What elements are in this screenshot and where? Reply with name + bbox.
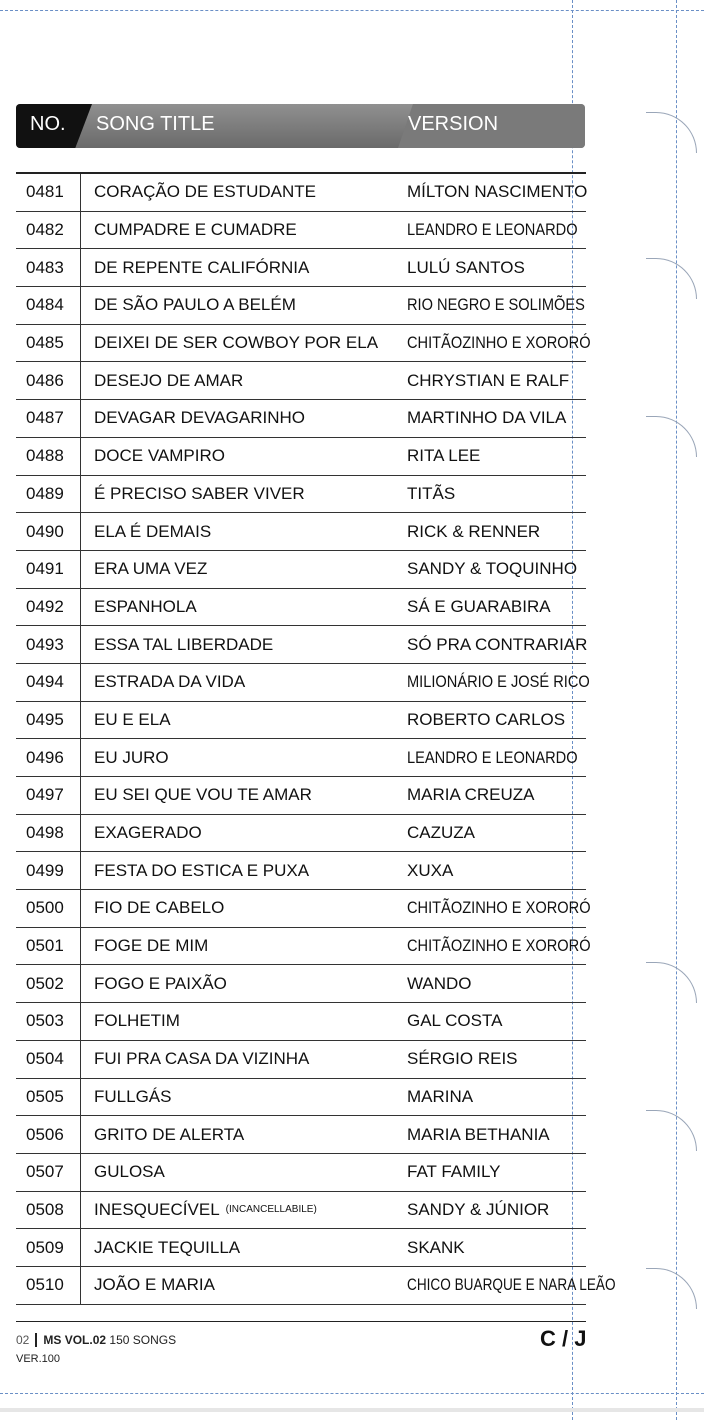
table-row (16, 400, 586, 438)
song-title (94, 1116, 244, 1153)
song-title-text: ELA É DEMAIS (94, 521, 212, 541)
song-title-text: INESQUECÍVEL (94, 1199, 220, 1219)
song-number: 0492 (26, 596, 64, 616)
song-version: SANDY & JÚNIOR (407, 1199, 550, 1219)
song-version: FAT FAMILY (407, 1162, 501, 1182)
song-number: 0491 (26, 559, 64, 579)
song-title (94, 400, 305, 437)
table-row (16, 1154, 586, 1192)
song-title (94, 928, 208, 965)
column-divider (80, 1079, 81, 1116)
song-title (94, 626, 273, 663)
binder-hole (646, 962, 697, 1003)
song-version: WANDO (407, 973, 472, 993)
song-title (94, 589, 197, 626)
song-number: 0498 (26, 823, 64, 843)
song-number: 0482 (26, 220, 64, 240)
song-version: SÉRGIO REIS (407, 1049, 518, 1069)
song-title (94, 212, 297, 249)
song-version: SÁ E GUARABIRA (407, 596, 551, 616)
column-divider (80, 589, 81, 626)
column-divider (80, 362, 81, 399)
song-title-text: JACKIE TEQUILLA (94, 1237, 241, 1257)
song-title-text: FESTA DO ESTICA E PUXA (94, 860, 310, 880)
song-number: 0509 (26, 1237, 64, 1257)
binder-hole (646, 258, 697, 299)
cut-line-top (0, 10, 704, 11)
song-title-text: DE SÃO PAULO A BELÉM (94, 295, 296, 315)
song-version: SKANK (407, 1237, 465, 1257)
table-row (16, 1079, 586, 1117)
footer-info (16, 1333, 176, 1347)
song-title-text: EU SEI QUE VOU TE AMAR (94, 785, 312, 805)
song-title (94, 287, 296, 324)
table-row (16, 1003, 586, 1041)
table-row (16, 438, 586, 476)
song-number: 0504 (26, 1049, 64, 1069)
table-row (16, 476, 586, 514)
table-row (16, 174, 586, 212)
song-title (94, 739, 169, 776)
song-version: CHICO BUARQUE E NARA LEÃO (407, 1275, 616, 1295)
table-header (16, 104, 585, 148)
song-title-text: ESSA TAL LIBERDADE (94, 634, 274, 654)
column-divider (80, 249, 81, 286)
table-row (16, 1192, 586, 1230)
song-title-text: ERA UMA VEZ (94, 559, 208, 579)
song-version: MARINA (407, 1086, 474, 1106)
song-number: 0485 (26, 333, 64, 353)
song-title (94, 965, 227, 1002)
volume-label: MS VOL.02 (43, 1333, 107, 1347)
song-number: 0483 (26, 257, 64, 277)
song-title-text: ESPANHOLA (94, 596, 197, 616)
song-version: CHRYSTIAN E RALF (407, 370, 570, 390)
song-version: ROBERTO CARLOS (407, 709, 566, 729)
column-divider (80, 1116, 81, 1153)
song-title (94, 852, 309, 889)
song-title-text: DEIXEI DE SER COWBOY POR ELA (94, 333, 379, 353)
column-divider (80, 626, 81, 663)
song-version: RIO NEGRO E SOLIMÕES (407, 295, 585, 315)
column-divider (80, 287, 81, 324)
column-divider (80, 1041, 81, 1078)
song-number: 0505 (26, 1086, 64, 1106)
song-number: 0496 (26, 747, 64, 767)
song-title (94, 1154, 165, 1191)
song-title (94, 476, 305, 513)
table-row (16, 777, 586, 815)
column-divider (80, 1003, 81, 1040)
song-title-text: EXAGERADO (94, 823, 202, 843)
song-version: MARIA BETHANIA (407, 1124, 550, 1144)
column-divider (80, 325, 81, 362)
song-number: 0500 (26, 898, 64, 918)
song-number: 0507 (26, 1162, 64, 1182)
cut-line-bottom (0, 1393, 704, 1394)
song-number: 0484 (26, 295, 64, 315)
song-title-text: DOCE VAMPIRO (94, 446, 225, 466)
song-title (94, 438, 225, 475)
song-title-note: (INCANCELLABILE) (225, 1204, 317, 1216)
table-row (16, 362, 586, 400)
song-version: CHITÃOZINHO E XORORÓ (407, 936, 591, 956)
song-number: 0497 (26, 785, 64, 805)
song-title (94, 174, 316, 211)
column-divider (80, 1229, 81, 1266)
song-title (94, 513, 211, 550)
column-divider (80, 174, 81, 211)
song-title (94, 249, 309, 286)
song-title (94, 1192, 317, 1229)
binder-hole (646, 416, 697, 457)
table-row (16, 626, 586, 664)
song-title-text: DESEJO DE AMAR (94, 370, 244, 390)
song-number: 0501 (26, 936, 64, 956)
song-title-text: FOLHETIM (94, 1011, 180, 1031)
column-divider (80, 476, 81, 513)
song-title-text: CORAÇÃO DE ESTUDANTE (94, 182, 316, 202)
column-divider (80, 664, 81, 701)
table-row (16, 551, 586, 589)
song-title-text: FIO DE CABELO (94, 898, 225, 918)
song-title-text: GRITO DE ALERTA (94, 1124, 245, 1144)
header-version: VERSION (408, 113, 499, 135)
column-divider (80, 739, 81, 776)
song-title (94, 890, 224, 927)
song-title (94, 1003, 180, 1040)
table-row (16, 1041, 586, 1079)
song-title-text: GULOSA (94, 1162, 165, 1182)
column-divider (80, 777, 81, 814)
binder-hole (646, 1268, 697, 1309)
song-title-text: EU E ELA (94, 709, 171, 729)
song-number: 0486 (26, 370, 64, 390)
song-title-text: FOGE DE MIM (94, 936, 209, 956)
song-number: 0494 (26, 672, 64, 692)
column-divider (80, 702, 81, 739)
song-version: CHITÃOZINHO E XORORÓ (407, 898, 591, 918)
column-divider (80, 400, 81, 437)
table-row (16, 325, 591, 363)
column-divider (80, 551, 81, 588)
table-row (16, 212, 586, 250)
song-version: XUXA (407, 860, 454, 880)
song-table (16, 172, 616, 1305)
bottom-edge (0, 1408, 704, 1412)
column-divider (80, 890, 81, 927)
song-title (94, 1041, 309, 1078)
table-row (16, 965, 586, 1003)
table-row (16, 1116, 586, 1154)
column-divider (80, 212, 81, 249)
song-number: 0493 (26, 634, 64, 654)
song-version: LULÚ SANTOS (407, 257, 525, 277)
song-title (94, 551, 207, 588)
song-number: 0510 (26, 1275, 64, 1295)
song-title (94, 664, 245, 701)
table-row (16, 890, 591, 928)
song-number: 0508 (26, 1199, 64, 1219)
table-row (16, 852, 586, 890)
song-title-text: DE REPENTE CALIFÓRNIA (94, 257, 310, 277)
column-divider (80, 438, 81, 475)
song-title-text: FOGO E PAIXÃO (94, 973, 227, 993)
song-version: SANDY & TOQUINHO (407, 559, 578, 579)
column-divider (80, 1267, 81, 1304)
table-row (16, 1229, 586, 1267)
cut-line-vertical (676, 0, 677, 1420)
column-divider (80, 928, 81, 965)
song-title-text: É PRECISO SABER VIVER (94, 483, 305, 503)
song-version: CHITÃOZINHO E XORORÓ (407, 333, 591, 353)
song-number: 0502 (26, 973, 64, 993)
divider (35, 1333, 37, 1347)
song-number: 0499 (26, 860, 64, 880)
song-version: CAZUZA (407, 823, 475, 843)
header-no: NO. (30, 113, 66, 135)
binder-hole (646, 112, 697, 153)
song-version: RICK & RENNER (407, 521, 541, 541)
table-row (16, 664, 590, 702)
song-number: 0489 (26, 483, 64, 503)
table-row (16, 928, 591, 966)
song-title (94, 777, 312, 814)
table-row (16, 589, 586, 627)
column-divider (80, 852, 81, 889)
song-title (94, 1079, 171, 1116)
song-version: LEANDRO E LEONARDO (407, 747, 578, 767)
table-row (16, 1267, 616, 1305)
song-version: GAL COSTA (407, 1011, 503, 1031)
song-title (94, 1229, 240, 1266)
table-bottom-rule (16, 1321, 586, 1322)
song-title-text: JOÃO E MARIA (94, 1275, 215, 1295)
table-row (16, 513, 586, 551)
song-number: 0490 (26, 521, 64, 541)
song-version: MARIA CREUZA (407, 785, 535, 805)
song-version: RITA LEE (407, 446, 481, 466)
song-title (94, 1267, 215, 1304)
table-row (16, 702, 586, 740)
column-divider (80, 965, 81, 1002)
table-row (16, 739, 586, 777)
song-version: MILIONÁRIO E JOSÉ RICO (407, 672, 590, 692)
column-divider (80, 1192, 81, 1229)
song-number: 0488 (26, 446, 64, 466)
song-number: 0481 (26, 182, 64, 202)
song-number: 0495 (26, 709, 64, 729)
song-title-text: DEVAGAR DEVAGARINHO (94, 408, 305, 428)
song-title-text: FULLGÁS (94, 1086, 172, 1106)
song-title-text: CUMPADRE E CUMADRE (94, 220, 297, 240)
binder-hole (646, 1110, 697, 1151)
song-version: MÍLTON NASCIMENTO (407, 182, 588, 202)
song-version: SÓ PRA CONTRARIAR (407, 634, 588, 654)
song-number: 0487 (26, 408, 64, 428)
column-divider (80, 1154, 81, 1191)
section-letters: C / J (540, 1326, 587, 1351)
song-title (94, 325, 378, 362)
song-title-text: ESTRADA DA VIDA (94, 672, 246, 692)
column-divider (80, 513, 81, 550)
song-count: 150 SONGS (109, 1333, 177, 1347)
song-number: 0503 (26, 1011, 64, 1031)
song-version: LEANDRO E LEONARDO (407, 220, 578, 240)
table-row (16, 287, 586, 325)
song-title-text: EU JURO (94, 747, 169, 767)
page-number: 02 (16, 1333, 30, 1347)
song-title (94, 815, 202, 852)
song-version: TITÃS (407, 483, 456, 503)
song-version: MARTINHO DA VILA (407, 408, 567, 428)
table-row (16, 815, 586, 853)
song-title-text: FUI PRA CASA DA VIZINHA (94, 1049, 310, 1069)
song-title (94, 702, 171, 739)
version-code: VER.100 (16, 1353, 61, 1365)
table-row (16, 249, 586, 287)
song-number: 0506 (26, 1124, 64, 1144)
song-title (94, 362, 243, 399)
header-song-title: SONG TITLE (96, 113, 215, 135)
column-divider (80, 815, 81, 852)
